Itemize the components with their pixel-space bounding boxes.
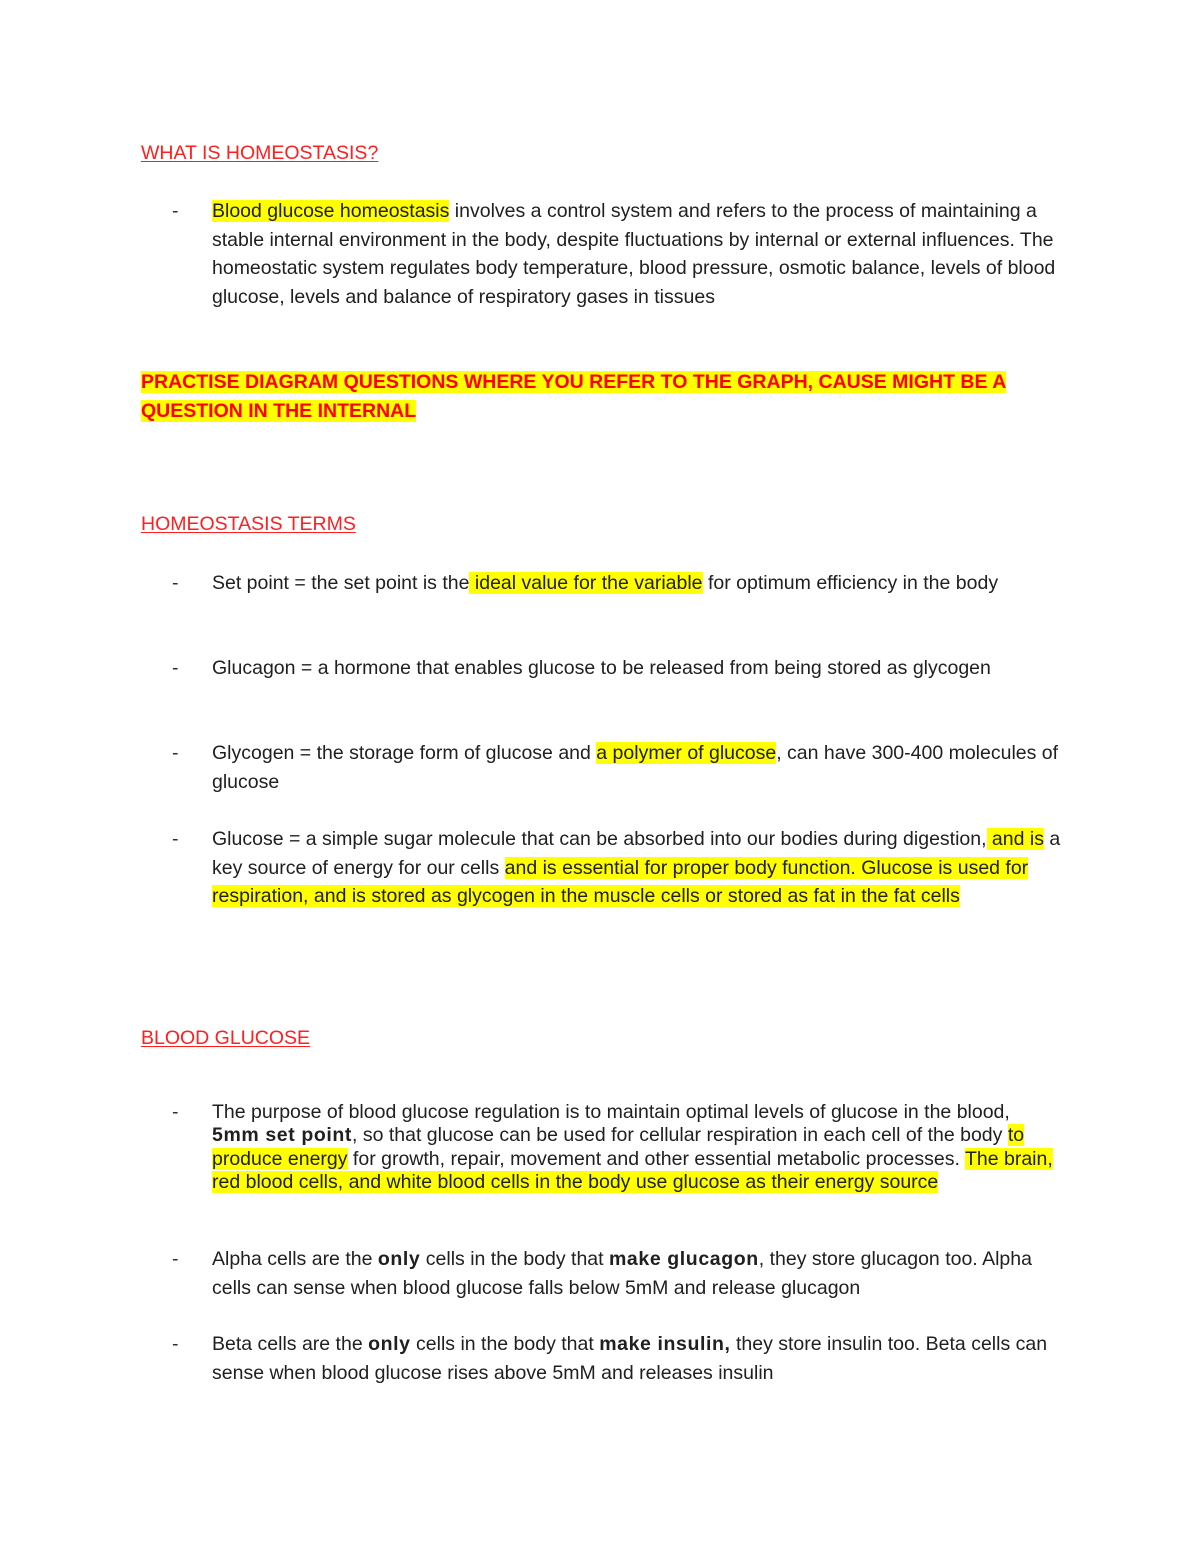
highlighted-term: and is bbox=[986, 828, 1044, 850]
item-text bbox=[212, 569, 1062, 598]
item-body: Alpha cells are the bbox=[212, 1248, 378, 1270]
item-body: , they store glucagon too. Alpha cells can sense when blood glucose falls below 5mM and release glucagon bbox=[212, 1248, 1032, 1299]
bold-term: only bbox=[368, 1333, 411, 1355]
item-body: involves a control system and refers to the process of maintaining a stable internal environment in the body, despite fluctuations by internal or external influences. The homeostatic system regulates body temperature, blood pressure, osmotic balance, levels of blood glucose, levels and balance of respiratory gases in tissues bbox=[212, 200, 1056, 308]
item-body: a key source of energy for our cells bbox=[212, 828, 1061, 879]
bullet-dash: - bbox=[172, 657, 179, 679]
item-body: for optimum efficiency in the body bbox=[702, 572, 999, 594]
item-text bbox=[212, 1245, 1062, 1302]
heading-homeostasis-terms: HOMEOSTASIS TERMS bbox=[141, 513, 356, 535]
item-text bbox=[212, 825, 1062, 911]
item-body: Set point = the set point is the bbox=[212, 572, 470, 594]
item-text bbox=[212, 1330, 1062, 1387]
item-body: Glycogen = the storage form of glucose and bbox=[212, 742, 597, 764]
bullet-dash: - bbox=[172, 1101, 179, 1123]
bullet-dash: - bbox=[172, 828, 179, 850]
heading-blood-glucose: BLOOD GLUCOSE bbox=[141, 1027, 311, 1049]
item-body: they store insulin too. Beta cells can sense when blood glucose rises above 5mM and releases insulin bbox=[212, 1333, 1048, 1384]
item-text bbox=[212, 739, 1062, 796]
item-body: cells in the body that bbox=[410, 1333, 600, 1355]
highlighted-term: The brain, red blood cells, and white blood cells in the body use glucose as their energy source bbox=[212, 1147, 1053, 1193]
highlighted-term: a polymer of glucose bbox=[596, 742, 777, 764]
highlighted-term: ideal value for the variable bbox=[469, 572, 703, 594]
item-body: , so that glucose can be used for cellular respiration in each cell of the body bbox=[352, 1124, 1008, 1147]
bullet-dash: - bbox=[172, 200, 179, 222]
item-text: Glucagon = a hormone that enables glucose to be released from being stored as glycogen bbox=[212, 657, 991, 679]
practise-alert bbox=[141, 368, 1061, 426]
alert-text: PRACTISE DIAGRAM QUESTIONS WHERE YOU REFER TO THE GRAPH, CAUSE MIGHT BE A QUESTION IN THE INTERNAL bbox=[141, 371, 1007, 422]
highlighted-term: to produce energy bbox=[212, 1124, 1025, 1170]
heading-what-is-homeostasis: WHAT IS HOMEOSTASIS? bbox=[141, 142, 379, 164]
item-text bbox=[212, 1101, 1062, 1194]
bold-term: only bbox=[377, 1248, 421, 1270]
bullet-dash: - bbox=[172, 572, 179, 594]
item-body: Glucose = a simple sugar molecule that can be absorbed into our bodies during digestion, bbox=[212, 828, 987, 850]
item-body: for growth, repair, movement and other essential metabolic processes. bbox=[347, 1147, 965, 1170]
item-body: cells in the body that bbox=[420, 1248, 609, 1270]
bold-term: 5mm set point bbox=[212, 1124, 352, 1147]
highlighted-term: and is essential for proper body function. Glucose is used for respiration, and is stored as glycogen in the muscle cells or stored as fat in the fat cells bbox=[212, 856, 1029, 907]
bold-term: make insulin, bbox=[599, 1333, 731, 1355]
bullet-dash: - bbox=[172, 742, 179, 764]
bullet-dash: - bbox=[172, 1333, 179, 1355]
item-body: The purpose of blood glucose regulation is to maintain optimal levels of glucose in the blood, bbox=[212, 1101, 1010, 1123]
bullet-dash: - bbox=[172, 1248, 179, 1270]
item-body: Beta cells are the bbox=[212, 1333, 369, 1355]
item-body: , can have 300-400 molecules of glucose bbox=[212, 742, 1059, 793]
bold-term: make glucagon bbox=[608, 1248, 759, 1270]
item-text bbox=[212, 197, 1062, 311]
highlighted-term: Blood glucose homeostasis bbox=[212, 200, 450, 222]
